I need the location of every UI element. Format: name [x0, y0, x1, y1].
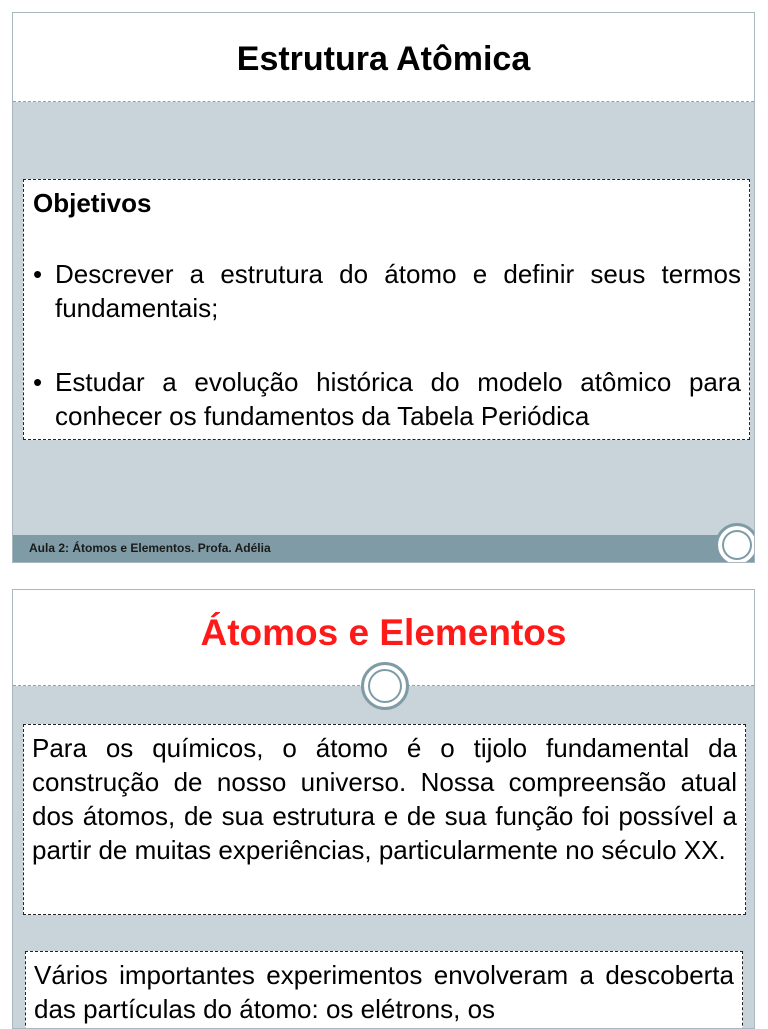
- bullet-item: [33, 257, 741, 325]
- paragraph-text: Vários importantes experimentos envolveram a descoberta das partículas do átomo: os elétrons, os: [34, 960, 734, 1024]
- bullet-item: [33, 365, 741, 433]
- bullet-icon: •: [33, 259, 43, 289]
- bullet-icon: •: [33, 367, 43, 397]
- circle-ring-icon: [361, 662, 409, 710]
- slide-title: Estrutura Atômica: [236, 40, 531, 78]
- footer-text: Aula 2: Átomos e Elementos. Profa. Adélia: [29, 541, 271, 555]
- slide-2: [12, 589, 755, 1029]
- bullet-text: Estudar a evolução histórica do modelo atômico para conhecer os fundamentos da Tabela Periódica: [55, 367, 741, 431]
- paragraph-box: [23, 724, 746, 915]
- paragraph-box: [25, 951, 743, 1029]
- title-band: [13, 13, 754, 102]
- objectives-box: [23, 179, 750, 440]
- footer-bar: [13, 535, 754, 562]
- slide-1: [12, 12, 755, 563]
- paragraph-text: Para os químicos, o átomo é o tijolo fundamental da construção de nosso universo. Nossa compreensão atual dos átomos, de sua estrutura e de sua função foi possível a partir de muitas experiências, particularmente no século XX.: [32, 733, 737, 865]
- bullet-text: Descrever a estrutura do átomo e definir seus termos fundamentais;: [55, 259, 741, 323]
- slide-title: Átomos e Elementos: [200, 612, 567, 653]
- circle-ring-icon: [715, 523, 755, 563]
- objectives-heading: Objetivos: [33, 188, 152, 218]
